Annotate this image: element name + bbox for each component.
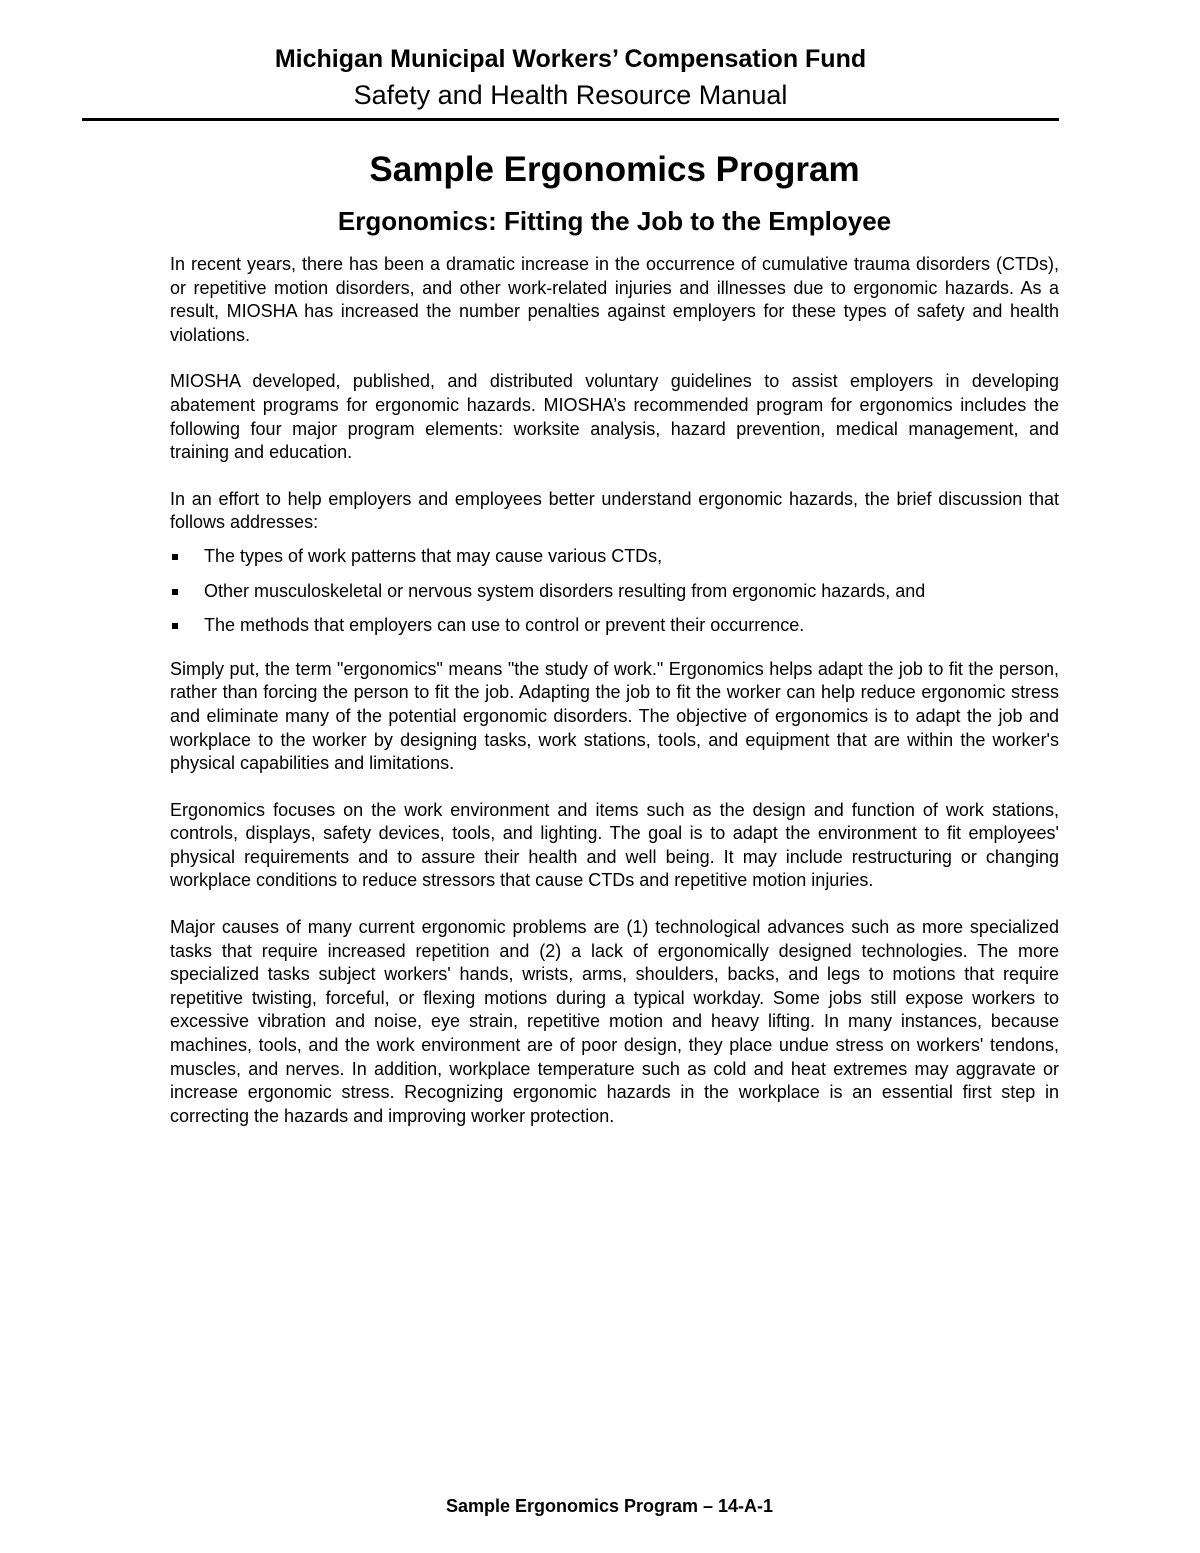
document-title: Sample Ergonomics Program	[369, 150, 860, 189]
paragraph-definition: Simply put, the term "ergonomics" means "the study of work." Ergonomics helps adapt the job to fit the person, rather than forcing the person to fit the job. Adapting the job to fit the worker can help reduce ergonomic stress and eliminate many of the potential ergonomic disorders. The objective of ergonomics is to adapt the job and workplace to the worker by designing tasks, work stations, tools, and equipment that are within the worker's physical capabilities and limitations.	[170, 658, 1059, 774]
document-subtitle: Ergonomics: Fitting the Job to the Employee	[337, 206, 892, 236]
paragraph-miosha-guidelines: MIOSHA developed, published, and distributed voluntary guidelines to assist employers in developing abatement programs for ergonomic hazards. MIOSHA’s recommended program for ergonomics includes the following four major program elements: worksite analysis, hazard prevention, medical management, and training and education.	[170, 371, 1059, 463]
header-divider	[82, 118, 1059, 121]
paragraph-causes: Major causes of many current ergonomic problems are (1) technological advances such as more specialized tasks that require increased repetition and (2) a lack of ergonomically designed technologies. The more specialized tasks subject workers' hands, wrists, arms, shoulders, backs, and legs to motions that require repetitive twisting, forceful, or flexing motions during a typical workday. Some jobs still expose workers to excessive vibration and noise, eye strain, repetitive motion and heavy lifting. In many instances, because machines, tools, and the work environment are of poor design, they place undue stress on workers' tendons, muscles, and nerves. In addition, workplace temperature such as cold and heat extremes may aggravate or increase ergonomic stress. Recognizing ergonomic hazards in the workplace is an essential first step in correcting the hazards and improving worker protection.	[170, 917, 1059, 1126]
list-item-text: The methods that employers can use to control or prevent their occurrence.	[204, 615, 805, 636]
paragraph-intro: In recent years, there has been a dramatic increase in the occurrence of cumulative trauma disorders (CTDs), or repetitive motion disorders, and other work-related injuries and illnesses due to ergonomic hazards. As a result, MIOSHA has increased the number penalties against employers for these types of safety and health violations.	[170, 254, 1059, 345]
list-item	[170, 614, 1059, 638]
paragraph-discussion-lead: In an effort to help employers and employees better understand ergonomic hazards, the brief discussion that follows addresses:	[170, 488, 1059, 533]
list-item-text: The types of work patterns that may cause various CTDs,	[204, 545, 663, 566]
square-bullet-icon	[172, 623, 178, 629]
square-bullet-icon	[172, 589, 178, 595]
square-bullet-icon	[172, 554, 178, 560]
paragraph-focus: Ergonomics focuses on the work environment and items such as the design and function of work stations, controls, displays, safety devices, tools, and lighting. The goal is to adapt the environment to fit employees' physical requirements and to assure their health and well being. It may include restructuring or changing workplace conditions to reduce stressors that cause CTDs and repetitive motion injuries.	[170, 799, 1059, 891]
document-body	[170, 145, 1059, 1151]
list-item-text: Other musculoskeletal or nervous system disorders resulting from ergonomic hazards, and	[204, 580, 926, 601]
list-item	[170, 580, 1059, 604]
organization-title: Michigan Municipal Workers’ Compensation Fund	[274, 45, 867, 73]
manual-title: Safety and Health Resource Manual	[353, 80, 788, 110]
list-item	[170, 545, 1059, 569]
page-header	[82, 42, 1059, 114]
page-footer: Sample Ergonomics Program – 14-A-1	[445, 1496, 774, 1516]
topics-list	[170, 545, 1059, 638]
